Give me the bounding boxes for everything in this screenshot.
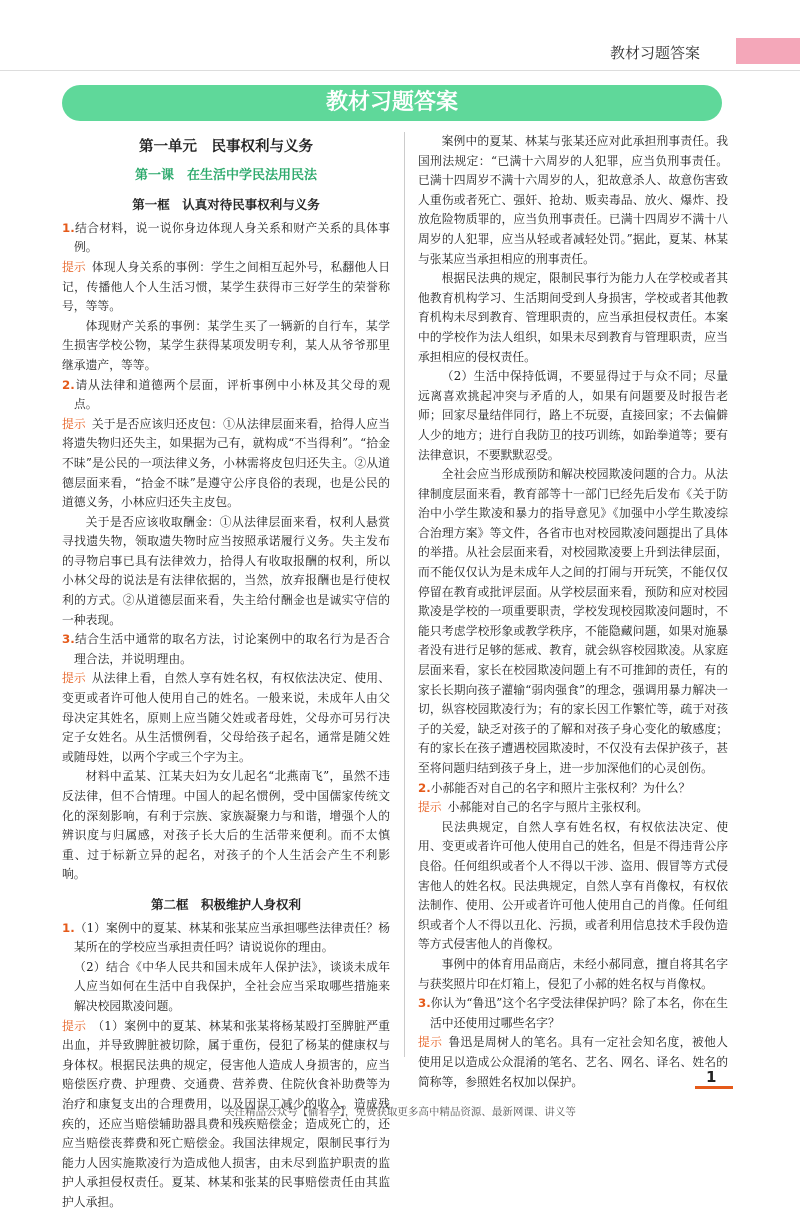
answer-paragraph: 事例中的体育用品商店，未经小郝同意，擅自将其名字与获奖照片印在灯箱上，侵犯了小郝的姓名权与肖像权。 (418, 956, 728, 991)
answer-paragraph: 体现财产关系的事例：某学生买了一辆新的自行车，某学生损害学校公物，某学生获得某项发明专利，某人从爷爷那里继承遗产，等等。 (62, 318, 390, 372)
page-number-underline (695, 1086, 733, 1089)
footer-note: 关注精品公众号【偷着学】，免费获取更多高中精品资源、最新网课、讲义等 (224, 1106, 576, 1118)
question-number: 3. (418, 996, 431, 1011)
lesson-title: 第一课 在生活中学民法用民法 (134, 167, 317, 183)
tip-label: 提示 (418, 1035, 443, 1050)
section-title: 第二框 积极维护人身权利 (150, 896, 301, 912)
question-number: 1. (62, 920, 75, 935)
question (418, 994, 728, 1033)
unit-title: 第一单元 民事权利与义务 (139, 139, 313, 155)
question-text: （1）案例中的夏某、林某和张某应当承担哪些法律责任？杨某所在的学校应当承担责任吗？请说说你的理由。 (74, 920, 390, 955)
question-number: 1. (62, 220, 75, 235)
answer-text: 小郝能对自己的名字与照片主张权利。 (447, 800, 649, 815)
section-title: 第一框 认真对待民事权利与义务 (132, 197, 320, 213)
answer (418, 798, 728, 818)
answer-text: 鲁迅是周树人的笔名。具有一定社会知名度，被他人使用足以造成公众混淆的笔名、艺名、网名、译名、姓名的简称等，参照姓名权加以保护。 (418, 1035, 728, 1089)
question (62, 919, 390, 958)
question-subpart: （2）结合《中华人民共和国未成年人保护法》，谈谈未成年人应当如何在生活中自我保护，全社会应当采取哪些措施来解决校园欺凌问题。 (74, 959, 390, 1013)
page-number: 1 (706, 1068, 717, 1086)
question (418, 779, 728, 799)
answer-text: 关于是否应该归还皮包：①从法律层面来看，拾得人应当将遗失物归还失主，如果据为己有，就构成“不当得利”。“拾金不昧”是公民的一项法律义务，小林需将皮包归还失主。②从道德层面来看，“拾金不昧”是遵守公序良俗的表现，也是公民的道德义务，小林应归还失主皮包。 (62, 416, 390, 510)
tip-label: 提示 (418, 800, 442, 815)
tip-label: 提示 (62, 1018, 87, 1033)
right-column (418, 132, 728, 1092)
question-text: 结合生活中通常的取名方法，讨论案例中的取名行为是否合理合法，并说明理由。 (74, 632, 390, 666)
answer-text: 从法律上看，自然人享有姓名权，有权依法决定、使用、变更或者许可他人使用自己的姓名。一般来说，未成年人由父母决定其姓名，原则上应当随父姓或者母姓，父母亦可另行决定子女姓名。从生活惯例看，父母给孩子起名，通常是随父姓或随母姓，以两个字或三个字为主。 (62, 671, 390, 764)
answer-paragraph: 材料中孟某、江某夫妇为女儿起名“北燕南飞”，虽然不违反法律，但不合情理。中国人的起名惯例，受中国儒家传统文化的深刻影响，有利于宗族、家族凝聚力与和谐，增强个人的辨识度与归属感，对孩子长大后的生活带来便利。而不太慎重、过于标新立异的起名，对孩子的个人生活会产生不利影响。 (62, 769, 390, 882)
tip-label: 提示 (62, 416, 86, 431)
answer (62, 415, 390, 513)
question-number: 2. (62, 377, 75, 392)
tip-label: 提示 (62, 671, 86, 686)
question-text: 结合材料，说一说你身边体现人身关系和财产关系的具体事例。 (74, 220, 390, 255)
question-number: 2. (418, 780, 431, 795)
answer-paragraph: 根据民法典的规定，限制民事行为能力人在学校或者其他教育机构学习、生活期间受到人身损害，学校或者其他教育机构未尽到教育、管理职责的，应当承担侵权责任。本案中的学校作为法人组织，如果未尽到教育与管理职责，应当承担相应的侵权责任。 (418, 271, 728, 364)
answer-paragraph: 全社会应当形成预防和解决校园欺凌问题的合力。从法律制度层面来看，教育部等十一部门已经先后发布《关于防治中小学生欺凌和暴力的指导意见》《加强中小学生欺凌综合治理方案》等文件，各省市也对校园欺凌问题提出了具体的举措。从社会层面来看，对校园欺凌要上升到法律层面，而不能仅仅认为是未成年人之间的打闹与开玩笑，不能仅仅停留在教育或批评层面。从学校层面来看，预防和应对校园欺凌是学校的一项重要职责，学校发现校园欺凌问题时，不能只考虑学校形象或教学秩序，不能隐藏问题，如果对施暴者没有进行足够的惩戒、教育，就会纵容校园欺凌。从家庭层面来看，家长在校园欺凌问题上有不可推卸的责任，有的家长长期向孩子灌输“弱肉强食”的理念，强调用暴力解决一切，纵容校园欺凌行为；有的家长因工作繁忙等，疏于对孩子的关爱，缺乏对孩子的了解和对孩子身心变化的敏感度；有的家长在孩子遭遇校园欺凌时，不仅没有去保护孩子，甚至将问题归结到孩子身上，进一步加深他们的心灵创伤。 (418, 467, 728, 775)
answer (62, 669, 390, 767)
question (62, 219, 390, 258)
header-title: 教材习题答案 (610, 44, 701, 62)
header-tab-decoration (736, 38, 800, 64)
answer-paragraph: 案例中的夏某、林某与张某还应对此承担刑事责任。我国刑法规定：“已满十六周岁的人犯罪，应当负刑事责任。已满十四周岁不满十六周岁的人，犯故意杀人、故意伤害致人重伤或者死亡、强奸、抢劫、贩卖毒品、放火、爆炸、投放危险物质罪的，应当负刑事责任。已满十四周岁不满十八周岁的人犯罪，应当从轻或者减轻处罚。”据此，夏某、林某与张某应当承担相应的刑事责任。 (418, 134, 728, 266)
question-text: 你认为“鲁迅”这个名字受法律保护吗？除了本名，你在生活中还使用过哪些名字？ (430, 996, 728, 1030)
left-column (62, 132, 390, 1212)
answer (62, 258, 390, 317)
answer-paragraph: （2）生活中保持低调，不要显得过于与众不同；尽量远离喜欢挑起冲突与矛盾的人，如果有问题要及时报告老师；回家尽量结伴同行，路上不玩耍，直接回家；不去偏僻人少的地方；进行自我防卫的技巧训练，如跆拳道等；要有法律意识，不要默默忍受。 (418, 369, 728, 462)
header-divider (0, 70, 800, 71)
question-text: 小郝能否对自己的名字和照片主张权利？为什么？ (430, 780, 691, 795)
question (62, 630, 390, 669)
question-text: 请从法律和道德两个层面，评析事例中小林及其父母的观点。 (74, 377, 390, 412)
column-divider (404, 132, 405, 1057)
question (62, 376, 390, 415)
answer-paragraph: 关于是否应该收取酬金：①从法律层面来看，权利人悬赏寻找遗失物，领取遗失物时应当按照承诺履行义务。失主发布的寻物启事已具有法律效力，拾得人有收取报酬的权利，所以小林父母的说法是有法律依据的，当然，放弃报酬也是行使权利的方式。②从道德层面来看，失主给付酬金也是诚实守信的一种表现。 (62, 514, 390, 627)
answer-paragraph: 民法典规定，自然人享有姓名权，有权依法决定、使用、变更或者许可他人使用自己的姓名，但是不得违背公序良俗。任何组织或者个人不得以干涉、盗用、假冒等方式侵害他人的姓名权。民法典规定，自然人享有肖像权，有权依法制作、使用、公开或者许可他人使用自己的肖像。任何组织或者个人不得以丑化、污损，或者利用信息技术手段伪造等方式侵害他人的肖像权。 (418, 819, 728, 952)
page-banner: 教材习题答案 (62, 85, 722, 121)
tip-label: 提示 (62, 259, 86, 274)
answer-text: （1）案例中的夏某、林某和张某将杨某殴打至脾脏严重出血，并导致脾脏被切除，属于重伤，侵犯了杨某的健康权与身体权。根据民法典的规定，侵害他人造成人身损害的，应当赔偿医疗费、护理费、交通费、营养费、住院伙食补助费等为治疗和康复支出的合理费用，以及因误工减少的收入。造成残疾的，还应当赔偿辅助器具费和残疾赔偿金；造成死亡的，还应当赔偿丧葬费和死亡赔偿金。我国法律规定，限制民事行为能力人因实施欺凌行为造成他人损害，由未尽到监护职责的监护人承担侵权责任。夏某、林某和张某的民事赔偿责任由其监护人承担。 (62, 1018, 390, 1209)
question-number: 3. (62, 632, 75, 647)
answer-text: 体现人身关系的事例：学生之间相互起外号，私翻他人日记，传播他人个人生活习惯，某学生获得市三好学生的荣誉称号，等等。 (62, 259, 390, 314)
answer (418, 1033, 728, 1092)
